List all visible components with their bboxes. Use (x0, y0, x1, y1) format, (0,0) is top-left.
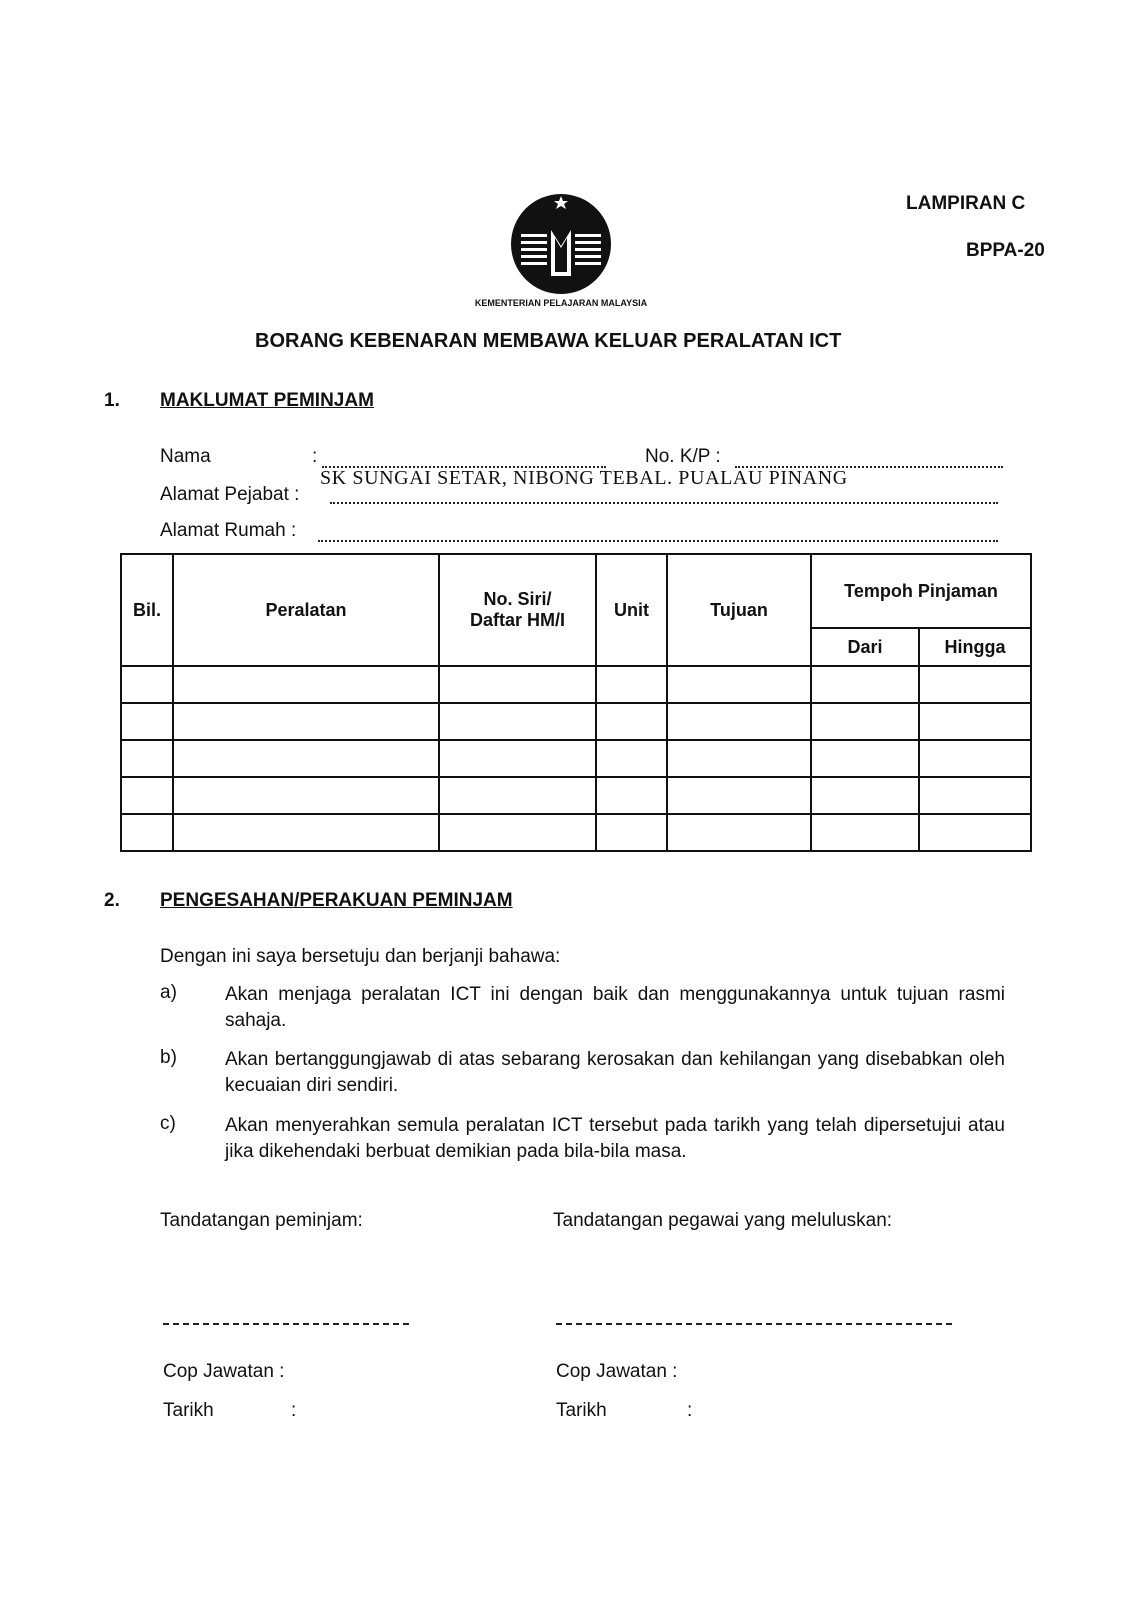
borrower-cop-label: Cop Jawatan : (163, 1361, 285, 1382)
table-cell[interactable] (919, 814, 1031, 851)
officer-signature-label: Tandatangan pegawai yang meluluskan: (553, 1210, 893, 1231)
table-cell[interactable] (811, 703, 919, 740)
officer-cop-label: Cop Jawatan : (556, 1361, 678, 1382)
ministry-logo (474, 190, 648, 312)
table-cell[interactable] (121, 814, 173, 851)
table-cell[interactable] (667, 740, 811, 777)
item-c-text: Akan menyerahkan semula peralatan ICT tersebut pada tarikh yang telah dipersetujui atau jika dikehendaki berbuat demikian pada bila-bila masa. (225, 1115, 1005, 1162)
page-title: BORANG KEBENARAN MEMBAWA KELUAR PERALATAN ICT (255, 330, 842, 352)
table-row (121, 703, 1031, 740)
table-header-row (121, 554, 1031, 628)
table-cell[interactable] (439, 740, 596, 777)
item-c-label: c) (160, 1113, 176, 1134)
table-cell[interactable] (811, 666, 919, 703)
table-cell[interactable] (173, 703, 439, 740)
item-a-text: Akan menjaga peralatan ICT ini dengan baik dan menggunakannya untuk tujuan rasmi sahaja. (225, 984, 1005, 1031)
table-cell[interactable] (811, 814, 919, 851)
col-header-unit: Unit (596, 554, 667, 666)
alamat-pejabat-label: Alamat Pejabat : (160, 484, 300, 505)
col-header-hingga: Hingga (919, 628, 1031, 666)
form-code: BPPA-20 (966, 240, 1045, 261)
table-cell[interactable] (439, 703, 596, 740)
section-1-number: 1. (104, 390, 120, 411)
table-row (121, 740, 1031, 777)
svg-text:KEMENTERIAN PELAJARAN MALAYSIA: KEMENTERIAN PELAJARAN MALAYSIA (474, 298, 648, 308)
section-2-title: PENGESAHAN/PERAKUAN PEMINJAM (160, 890, 513, 911)
table-cell[interactable] (173, 740, 439, 777)
table-cell[interactable] (596, 703, 667, 740)
alamat-pejabat-value: SK SUNGAI SETAR, NIBONG TEBAL. PUALAU PINANG (320, 467, 848, 489)
section-2-number: 2. (104, 890, 120, 911)
table-row (121, 777, 1031, 814)
table-cell[interactable] (919, 666, 1031, 703)
officer-signature-line[interactable] (556, 1323, 952, 1325)
col-header-dari: Dari (811, 628, 919, 666)
borrower-signature-line[interactable] (163, 1323, 409, 1325)
table-cell[interactable] (439, 777, 596, 814)
borrower-tarikh-label: Tarikh (163, 1400, 214, 1421)
col-header-tempoh: Tempoh Pinjaman (811, 554, 1031, 628)
table-cell[interactable] (667, 703, 811, 740)
col-header-tujuan: Tujuan (667, 554, 811, 666)
table-cell[interactable] (596, 777, 667, 814)
officer-tarikh-label: Tarikh (556, 1400, 607, 1421)
table-cell[interactable] (919, 740, 1031, 777)
item-a-label: a) (160, 982, 177, 1003)
table-cell[interactable] (596, 740, 667, 777)
table-cell[interactable] (667, 666, 811, 703)
borrower-tarikh-colon: : (291, 1400, 297, 1421)
table-cell[interactable] (173, 814, 439, 851)
table-cell[interactable] (811, 740, 919, 777)
col-header-bil: Bil. (121, 554, 173, 666)
table-cell[interactable] (667, 814, 811, 851)
officer-tarikh-colon: : (687, 1400, 693, 1421)
table-cell[interactable] (919, 703, 1031, 740)
table-cell[interactable] (919, 777, 1031, 814)
table-row (121, 814, 1031, 851)
alamat-rumah-label: Alamat Rumah : (160, 520, 297, 541)
table-cell[interactable] (173, 777, 439, 814)
col-header-peralatan: Peralatan (173, 554, 439, 666)
table-cell[interactable] (121, 703, 173, 740)
table-cell[interactable] (121, 777, 173, 814)
item-b-label: b) (160, 1047, 177, 1068)
nama-colon: : (312, 446, 318, 467)
lampiran-label: LAMPIRAN C (906, 193, 1026, 214)
table-cell[interactable] (811, 777, 919, 814)
table-row (121, 666, 1031, 703)
alamat-rumah-field[interactable] (318, 540, 998, 542)
table-cell[interactable] (439, 666, 596, 703)
nama-label: Nama (160, 446, 211, 467)
table-cell[interactable] (173, 666, 439, 703)
table-cell[interactable] (121, 666, 173, 703)
table-cell[interactable] (439, 814, 596, 851)
table-cell[interactable] (596, 814, 667, 851)
table-cell[interactable] (667, 777, 811, 814)
agreement-intro: Dengan ini saya bersetuju dan berjanji bahawa: (160, 946, 561, 967)
section-1-title: MAKLUMAT PEMINJAM (160, 390, 374, 411)
borrower-signature-label: Tandatangan peminjam: (160, 1210, 363, 1231)
table-cell[interactable] (596, 666, 667, 703)
equipment-table (120, 553, 1032, 852)
alamat-pejabat-field[interactable] (330, 502, 998, 504)
kp-label: No. K/P : (645, 446, 721, 467)
table-cell[interactable] (121, 740, 173, 777)
item-b-text: Akan bertanggungjawab di atas sebarang kerosakan dan kehilangan yang disebabkan oleh kecuaian diri sendiri. (225, 1049, 1005, 1096)
col-header-no-siri: No. Siri/ Daftar HM/I (439, 554, 596, 666)
